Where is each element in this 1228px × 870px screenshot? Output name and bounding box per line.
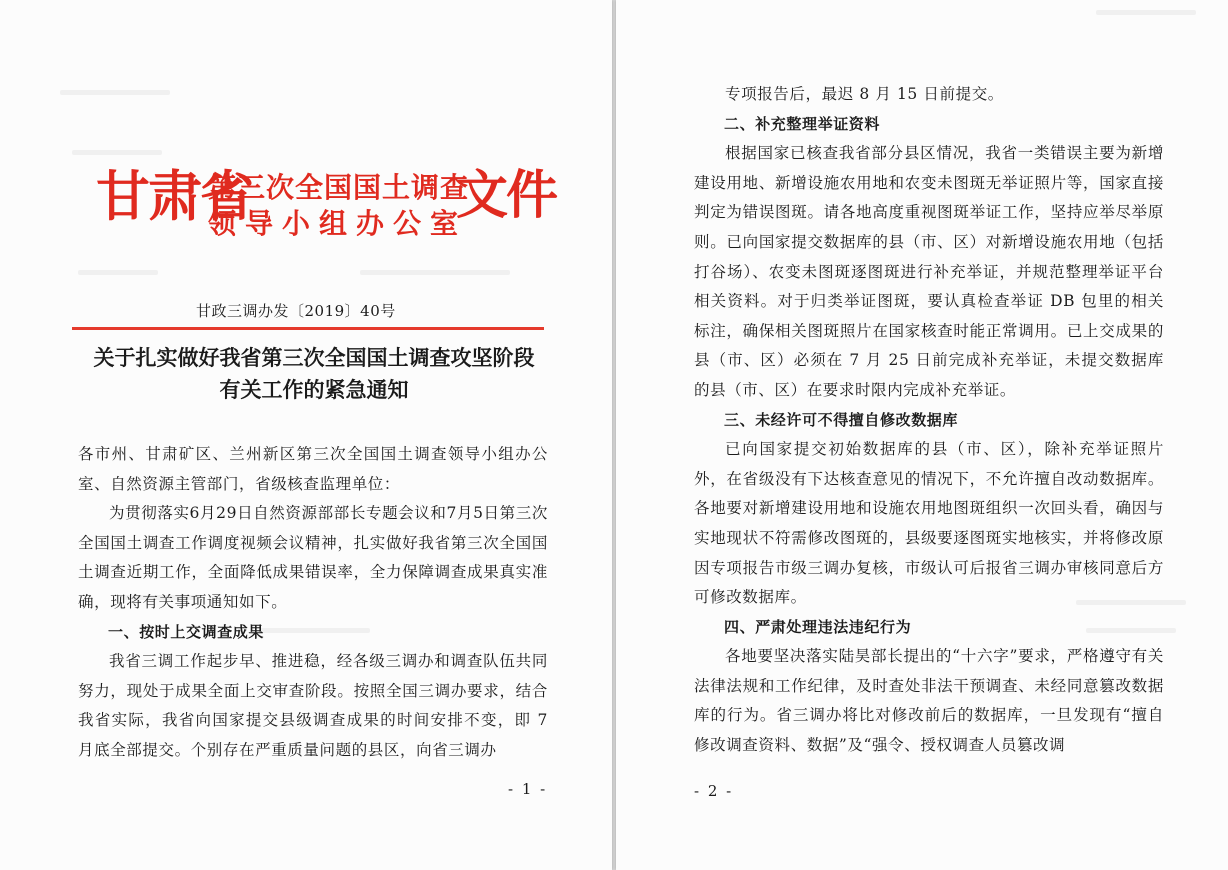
- header-office-line1: 第三次全国国土调查: [208, 171, 470, 204]
- document-title: 关于扎实做好我省第三次全国国土调查攻坚阶段有关工作的紧急通知: [93, 345, 535, 402]
- continuation-paragraph: 专项报告后，最迟 8 月 15 日前提交。: [725, 85, 1004, 103]
- red-divider: [72, 327, 544, 330]
- page-number: - 1 -: [508, 780, 548, 798]
- header-province: 甘肃省: [96, 164, 252, 228]
- document-page-1: [0, 0, 612, 870]
- intro-paragraph: 为贯彻落实6月29日自然资源部部长专题会议和7月5日第三次全国国土调查工作调度视频会议精神，扎实做好我省第三次全国国土调查近期工作，全面降低成果错误率，全力保障调查成果真实准确，现将有关事项通知如下。: [78, 504, 548, 611]
- page1-body: [78, 440, 548, 766]
- section3-paragraph: 已向国家提交初始数据库的县（市、区），除补充举证照片外，在省级没有下达核查意见的情况下，不允许擅自改动数据库。各地要对新增建设用地和设施农用地图斑组织一次回头看，确因与实地现状不符需修改图斑的，县级要逐图斑实地核实，并将修改原因专项报告市级三调办复核，市级认可后报省三调办审核同意后方可修改数据库。: [694, 440, 1164, 607]
- document-number: 甘政三调办发〔2019〕40号: [196, 302, 396, 320]
- document-page-2: [616, 0, 1228, 870]
- recipients: 各市州、甘肃矿区、兰州新区第三次全国国土调查领导小组办公室、自然资源主管部门，省级核查监理单位：: [78, 445, 548, 493]
- section4-heading: 四、严肃处理违法违纪行为: [724, 617, 912, 636]
- section1-heading: 一、按时上交调查成果: [108, 622, 265, 641]
- header-office-line2: 领导小组办公室: [208, 207, 468, 240]
- section4-paragraph: 各地要坚决落实陆昊部长提出的“十六字”要求，严格遵守有关法律法规和工作纪律，及时查处非法干预调查、未经同意篡改数据库的行为。省三调办将比对修改前后的数据库，一旦发现有“擅自修改调查资料、数据”及“强令、授权调查人员篡改调: [694, 647, 1164, 755]
- section2-heading: 二、补充整理举证资料: [724, 114, 881, 133]
- document-header: [96, 160, 557, 260]
- page2-body: [694, 80, 1164, 761]
- header-document-word: 文件: [456, 165, 557, 226]
- section1-paragraph: 我省三调工作起步早、推进稳，经各级三调办和调查队伍共同努力，现处于成果全面上交审查阶段。按照全国三调办要求，结合我省实际，我省向国家提交县级调查成果的时间安排不变，即 7 月底全部提交。个别存在严重质量问题的县区，向省三调办: [78, 652, 548, 759]
- section3-heading: 三、未经许可不得擅自修改数据库: [724, 410, 959, 429]
- section2-paragraph: 根据国家已核查我省部分县区情况，我省一类错误主要为新增建设用地、新增设施农用地和农变未图斑无举证照片等，国家直接判定为错误图斑。请各地高度重视图斑举证工作，坚持应举尽举原则。已向国家提交数据库的县（市、区）对新增设施农用地（包括打谷场）、农变未图斑逐图斑进行补充举证，并规范整理举证平台相关资料。对于归类举证图斑，要认真检查举证 DB 包里的相关标注，确保相关图斑照片在国家核查时能正常调用。已上交成果的县（市、区）必须在 7 月 25 日前完成补充举证，未提交数据库的县（市、区）在要求时限内完成补充举证。: [694, 144, 1164, 399]
- header-office-name: [208, 170, 469, 242]
- page-number: - 2 -: [694, 782, 734, 800]
